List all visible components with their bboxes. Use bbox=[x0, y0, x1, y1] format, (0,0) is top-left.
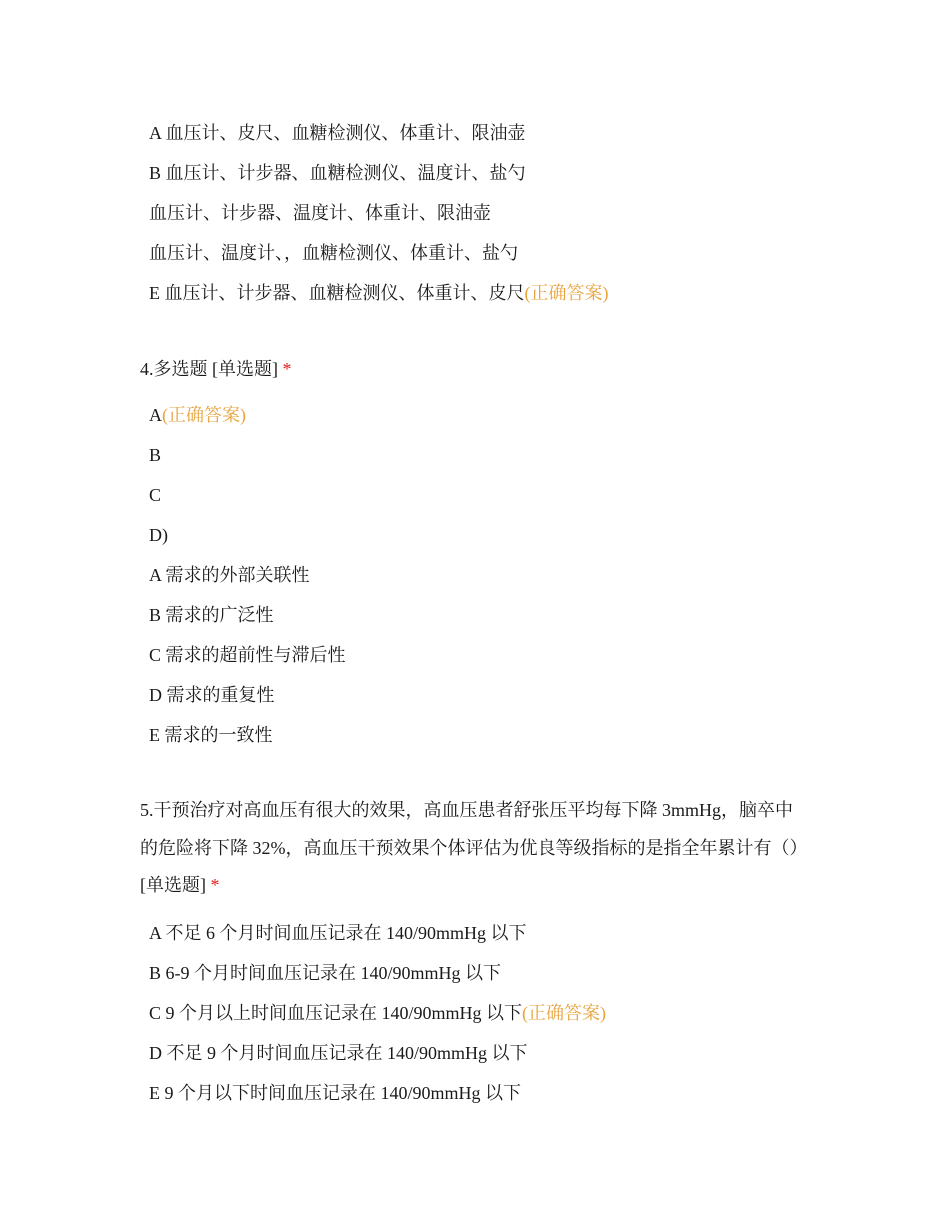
q5-option-d: D 不足 9 个月时间血压记录在 140/90mmHg 以下 bbox=[149, 1043, 528, 1063]
q4-option: B bbox=[149, 445, 162, 465]
q4-option: D) bbox=[149, 525, 168, 545]
q4-option: E 需求的一致性 bbox=[149, 725, 273, 745]
q3-option-c: 血压计、计步器、温度计、体重计、限油壶 bbox=[149, 203, 491, 223]
q4-title: 4.多选题 [单选题] * bbox=[140, 359, 292, 379]
q3-option-e: E 血压计、计步器、血糖检测仪、体重计、皮尺(正确答案) bbox=[149, 283, 609, 303]
q4-option: A 需求的外部关联性 bbox=[149, 565, 310, 585]
q4-option: B 需求的广泛性 bbox=[149, 605, 274, 625]
q4-option: D 需求的重复性 bbox=[149, 685, 275, 705]
q3-option-b: B 血压计、计步器、血糖检测仪、温度计、盐勺 bbox=[149, 163, 526, 183]
q3-option-a: A 血压计、皮尺、血糖检测仪、体重计、限油壶 bbox=[149, 123, 526, 143]
q5-option-a: A 不足 6 个月时间血压记录在 140/90mmHg 以下 bbox=[149, 923, 527, 943]
q4-option: C bbox=[149, 485, 162, 505]
q4-option: C 需求的超前性与滞后性 bbox=[149, 645, 346, 665]
q5-option-c: C 9 个月以上时间血压记录在 140/90mmHg 以下(正确答案) bbox=[149, 1003, 607, 1023]
required-marker: * bbox=[282, 359, 292, 379]
q3-option-d: 血压计、温度计、，血糖检测仪、体重计、盐勺 bbox=[149, 243, 518, 263]
correct-answer-marker: (正确答案) bbox=[162, 405, 246, 425]
required-marker: * bbox=[210, 875, 220, 895]
q4-option: A(正确答案) bbox=[149, 405, 246, 425]
q5-option-e: E 9 个月以下时间血压记录在 140/90mmHg 以下 bbox=[149, 1083, 521, 1103]
q5-option-b: B 6-9 个月时间血压记录在 140/90mmHg 以下 bbox=[149, 963, 502, 983]
correct-answer-marker: (正确答案) bbox=[522, 1003, 607, 1023]
q5-title: 5.干预治疗对高血压有很大的效果，高血压患者舒张压平均每下降 3mmHg，脑卒中的危险将下降 32%，高血压干预效果个体评估为优良等级指标的是指全年累计有（） [单选题] * bbox=[140, 800, 808, 895]
correct-answer-marker: (正确答案) bbox=[524, 283, 609, 303]
